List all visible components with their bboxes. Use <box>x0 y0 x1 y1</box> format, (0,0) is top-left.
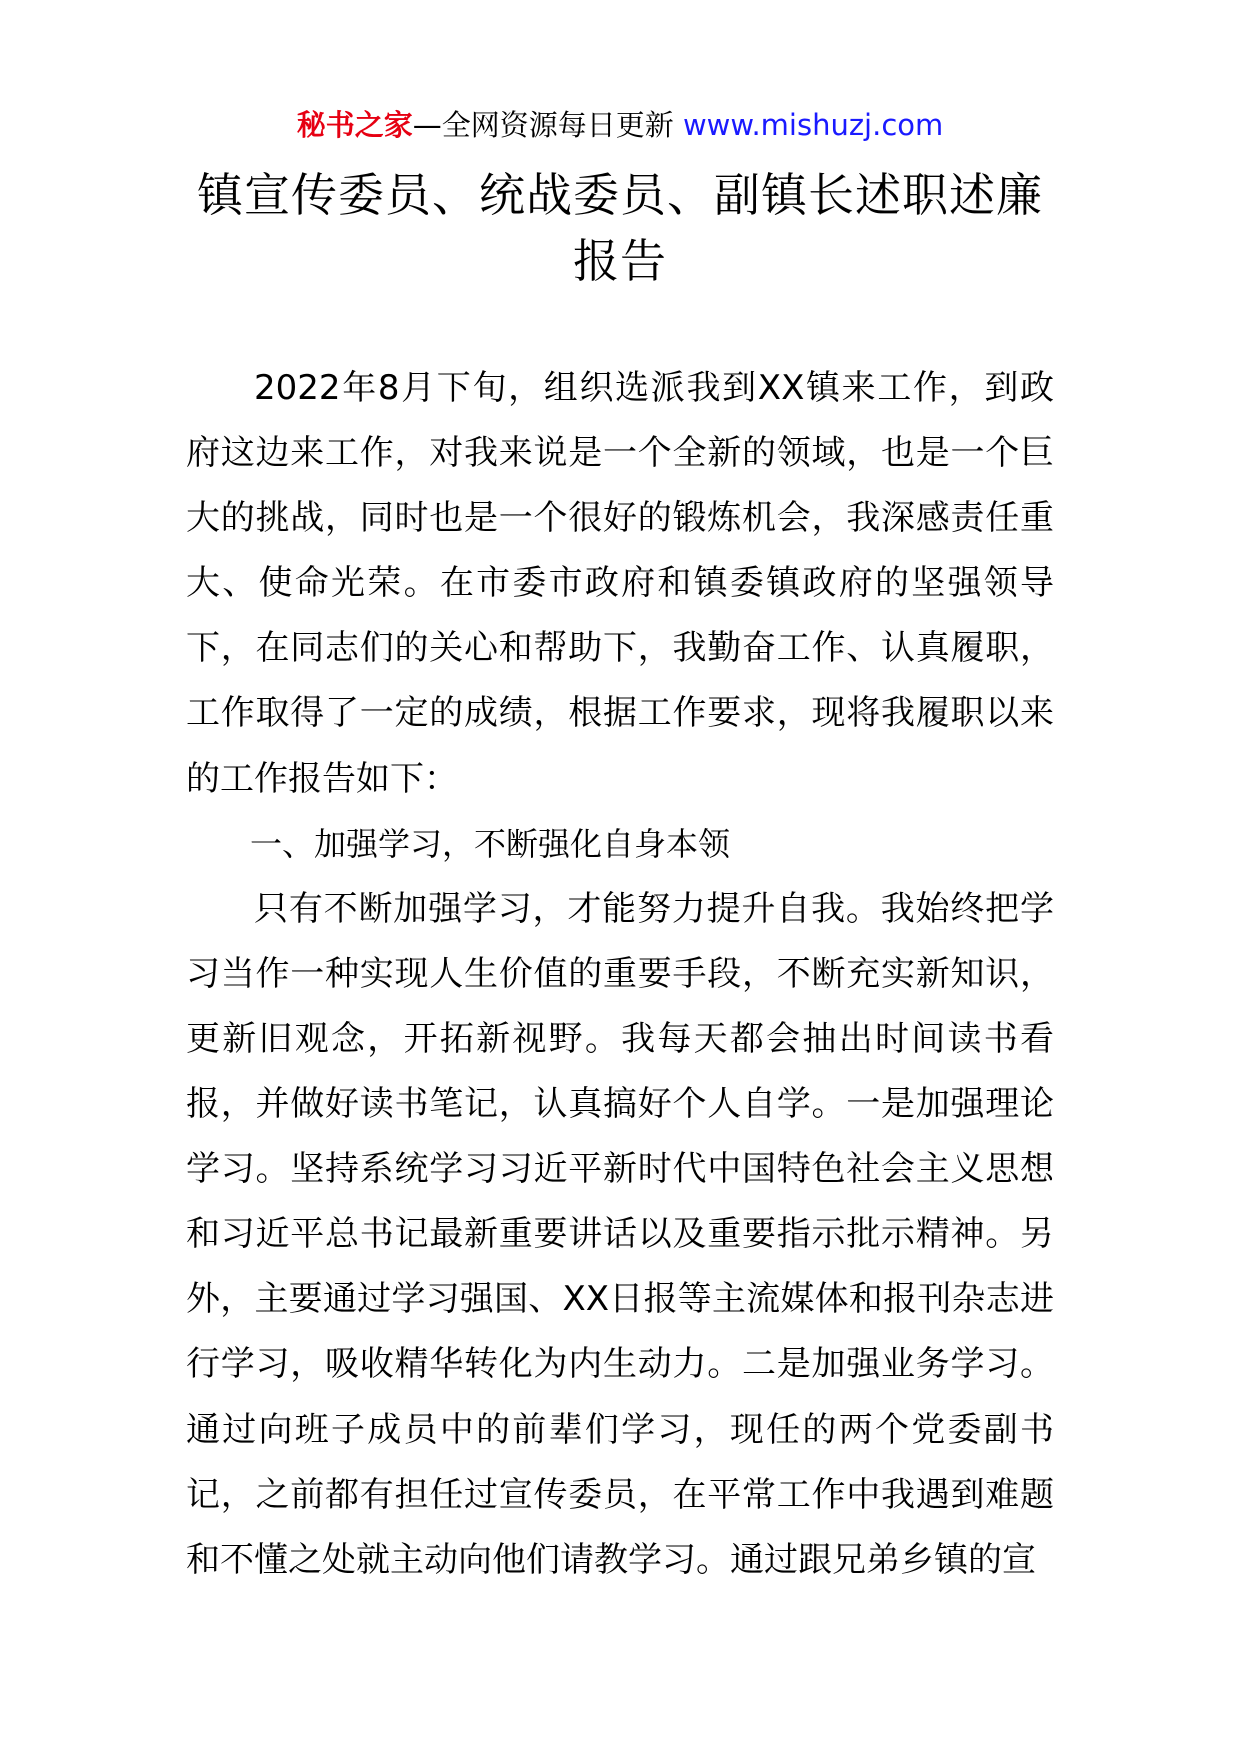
document-title <box>175 162 1065 294</box>
brand-name: 秘书之家 <box>296 108 413 142</box>
title-line-1: 镇宣传委员、统战委员、副镇长述职述廉 <box>197 168 1043 222</box>
title-line-2: 报告 <box>573 234 667 288</box>
header-slogan: —全网资源每日更新 <box>412 108 674 142</box>
section-heading-1: 一、加强学习，不断强化自身本领 <box>250 824 731 863</box>
body-paragraph-study: 只有不断加强学习，才能努力提升自我。我始终把学习当作一种实现人生价值的重要手段，不断充实新知识，更新旧观念，开拓新视野。我每天都会抽出时间读书看报，并做好读书笔记，认真搞好个人自学。一是加强理论学习。坚持系统学习习近平新时代中国特色社会主义思想和习近平总书记最新重要讲话以及重要指示批示精神。另外，主要通过学习强国、XX日报等主流媒体和报刊杂志进行学习，吸收精华转化为内生动力。二是加强业务学习。通过向班子成员中的前辈们学习，现任的两个党委副书记，之前都有担任过宣传委员，在平常工作中我遇到难题和不懂之处就主动向他们请教学习。通过跟兄弟乡镇的宣 <box>186 888 1054 1580</box>
site-header <box>0 100 1240 150</box>
body-paragraph-intro: 2022年8月下旬，组织选派我到XX镇来工作，到政府这边来工作，对我来说是一个全新的领域，也是一个巨大的挑战，同时也是一个很好的锻炼机会，我深感责任重大、使命光荣。在市委市政府和镇委镇政府的坚强领导下，在同志们的关心和帮助下，我勤奋工作、认真履职，工作取得了一定的成绩，根据工作要求，现将我履职以来的工作报告如下： <box>186 368 1054 799</box>
document-body <box>186 356 1054 1593</box>
site-url[interactable]: www.mishuzj.com <box>682 108 944 142</box>
